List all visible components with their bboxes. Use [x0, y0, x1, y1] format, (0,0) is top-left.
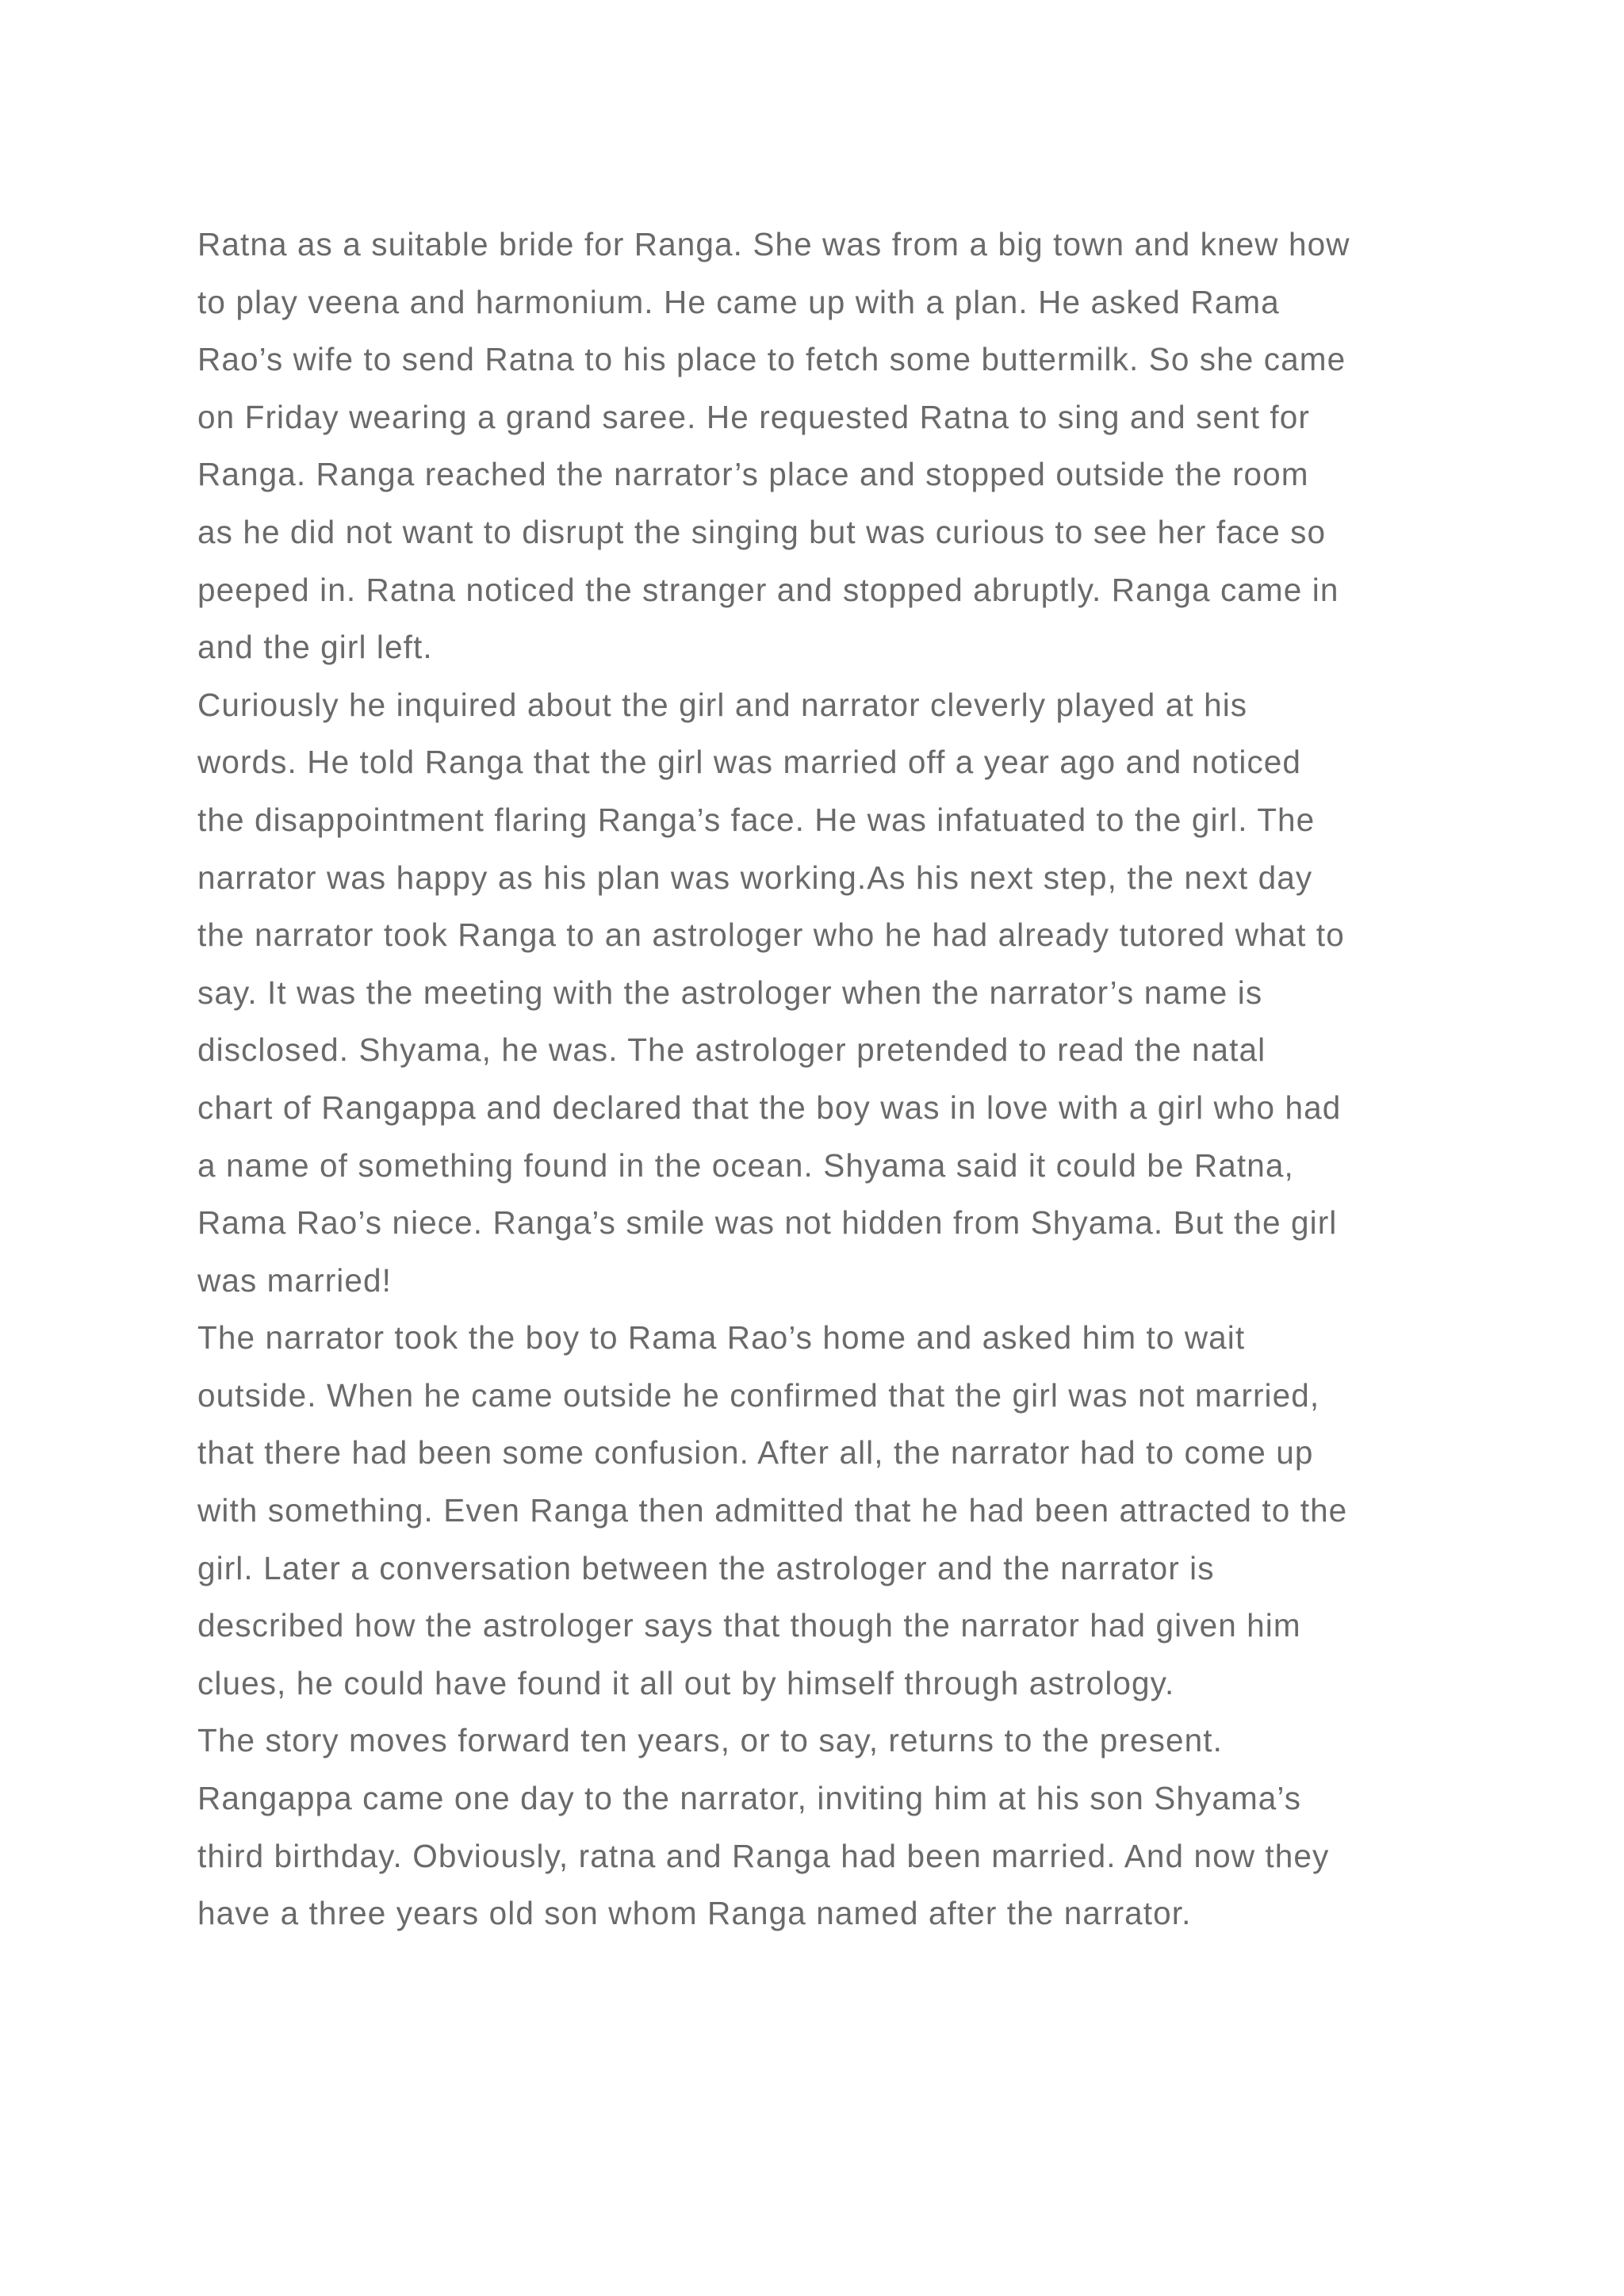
text-line: third birthday. Obviously, ratna and Ranga had been married. And now they	[197, 1837, 1330, 1874]
text-line: as he did not want to disrupt the singing but was curious to see her face so	[197, 513, 1327, 550]
text-line: The narrator took the boy to Rama Rao’s home and asked him to wait	[197, 1319, 1246, 1357]
text-line: on Friday wearing a grand saree. He requested Ratna to sing and sent for	[197, 398, 1310, 435]
text-line: Rama Rao’s niece. Ranga’s smile was not hidden from Shyama. But the girl	[197, 1204, 1338, 1242]
text-line: Ratna as a suitable bride for Ranga. She was from a big town and knew how	[197, 226, 1350, 262]
paragraph	[197, 1309, 1434, 1712]
text-line: chart of Rangappa and declared that the boy was in love with a girl who had	[197, 1089, 1342, 1126]
text-line: peeped in. Ratna noticed the stranger and stopped abruptly. Ranga came in	[197, 571, 1339, 608]
text-line: the disappointment flaring Ranga’s face. He was infatuated to the girl. The	[197, 801, 1316, 838]
text-line: was married!	[197, 1261, 393, 1299]
text-line: The story moves forward ten years, or to say, returns to the present.	[197, 1722, 1223, 1759]
paragraph	[197, 216, 1434, 676]
text-line: described how the astrologer says that though the narrator had given him	[197, 1607, 1301, 1644]
text-line: narrator was happy as his plan was working.As his next step, the next day	[197, 859, 1313, 896]
text-line: girl. Later a conversation between the astrologer and the narrator is	[197, 1549, 1215, 1586]
text-line: clues, he could have found it all out by himself through astrology.	[197, 1664, 1175, 1701]
text-line: the narrator took Ranga to an astrologer who he had already tutored what to	[197, 916, 1345, 954]
paragraph	[197, 676, 1434, 1310]
text-line: Rao’s wife to send Ratna to his place to fetch some buttermilk. So she came	[197, 341, 1346, 378]
text-line: have a three years old son whom Ranga named after the narrator.	[197, 1895, 1192, 1932]
text-line: to play veena and harmonium. He came up with a plan. He asked Rama	[197, 283, 1280, 320]
text-line: Rangappa came one day to the narrator, inviting him at his son Shyama’s	[197, 1780, 1302, 1817]
text-line: words. He told Ranga that the girl was married off a year ago and noticed	[197, 744, 1302, 781]
text-line: Ranga. Ranga reached the narrator’s place and stopped outside the room	[197, 456, 1309, 493]
text-line: outside. When he came outside he confirmed that the girl was not married,	[197, 1376, 1320, 1414]
text-line: disclosed. Shyama, he was. The astrologer pretended to read the natal	[197, 1031, 1266, 1069]
text-line: Curiously he inquired about the girl and narrator cleverly played at his	[197, 686, 1248, 723]
text-line: with something. Even Ranga then admitted that he had been attracted to the	[197, 1492, 1348, 1529]
paragraph	[197, 1712, 1434, 1942]
text-line: that there had been some confusion. After all, the narrator had to come up	[197, 1434, 1314, 1471]
text-line: a name of something found in the ocean. Shyama said it could be Ratna,	[197, 1146, 1294, 1184]
text-line: say. It was the meeting with the astrologer when the narrator’s name is	[197, 974, 1263, 1011]
body-text	[197, 216, 1434, 1942]
text-line: and the girl left.	[197, 629, 433, 666]
